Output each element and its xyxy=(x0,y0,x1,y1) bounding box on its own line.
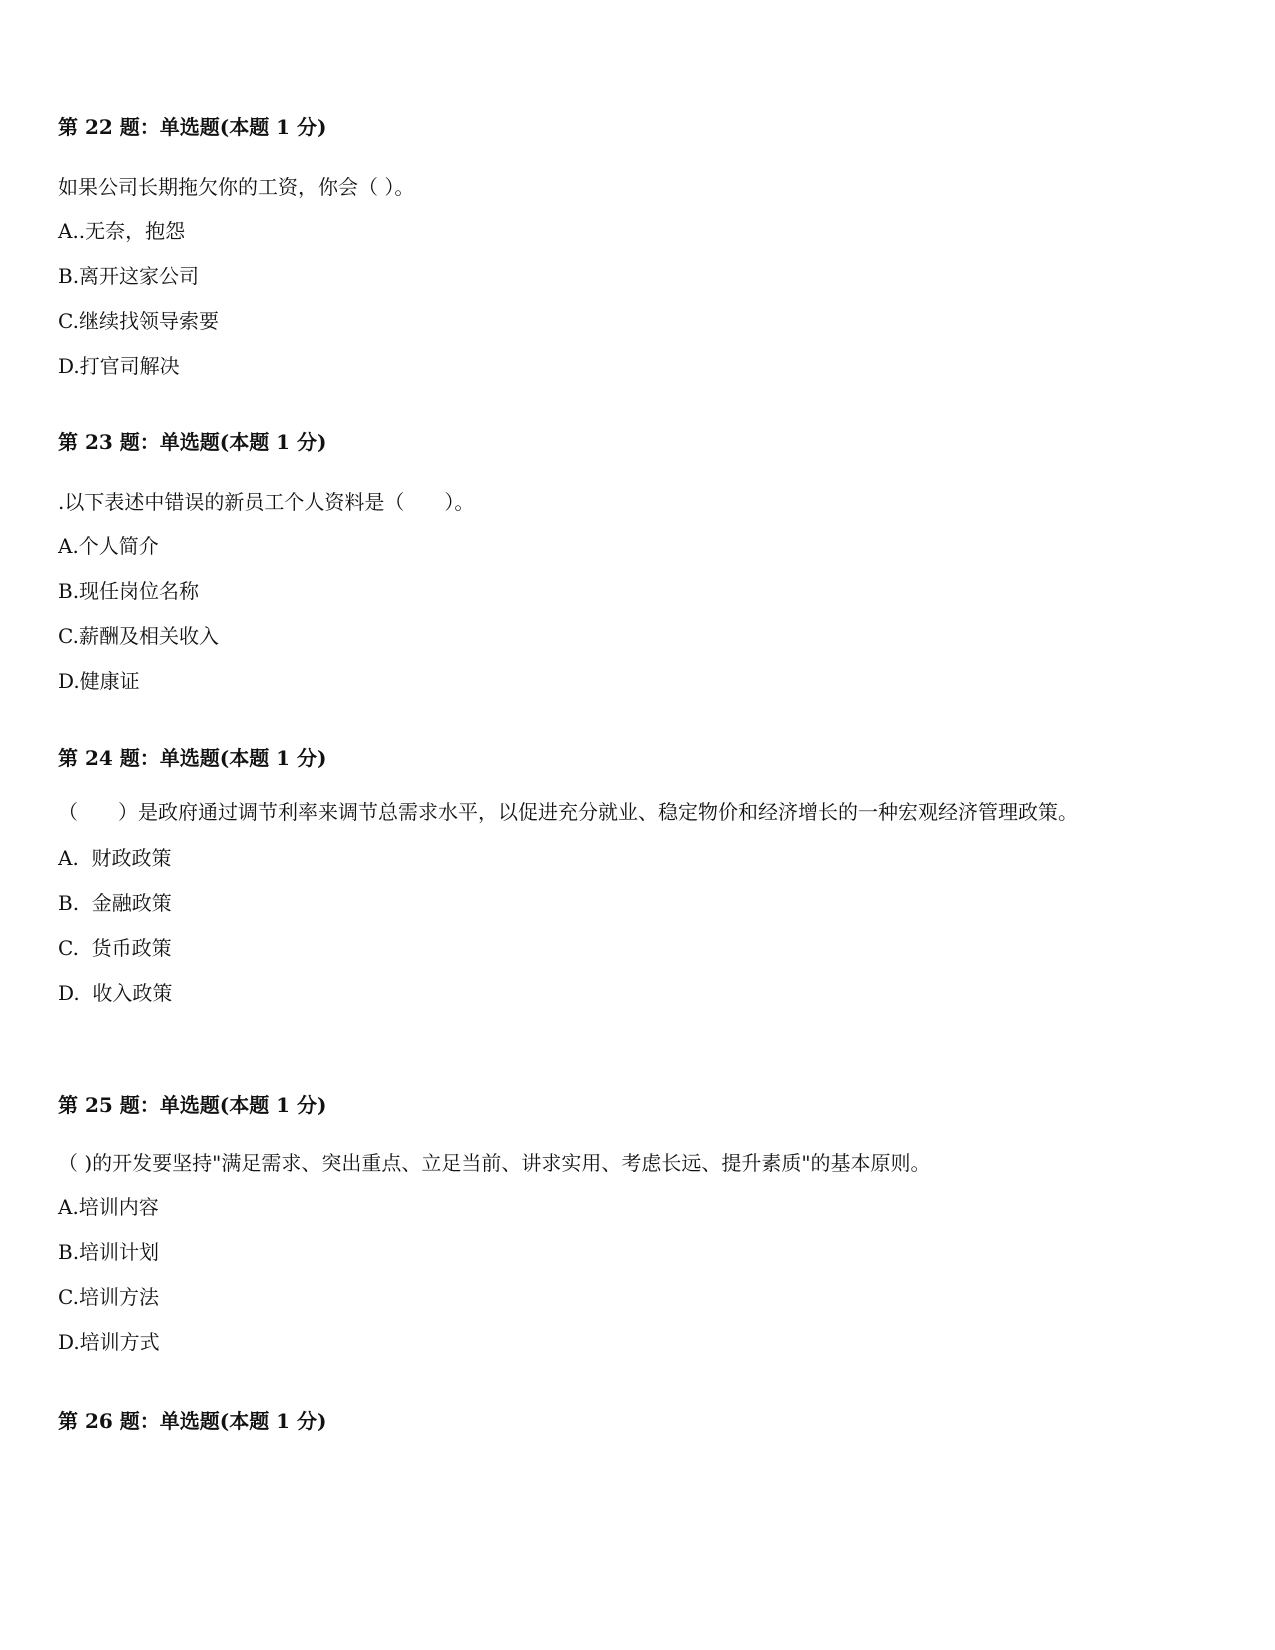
question-header: 第 25 题：单选题(本题 1 分) xyxy=(58,1093,327,1117)
option-c[interactable]: C. 货币政策 xyxy=(58,936,172,960)
question-header: 第 26 题：单选题(本题 1 分) xyxy=(58,1409,327,1433)
question-stem: （ )的开发要坚持"满足需求、突出重点、立足当前、讲求实用、考虑长远、提升素质"的基本原则。 xyxy=(58,1151,931,1175)
option-a[interactable]: A.培训内容 xyxy=(58,1195,159,1219)
question-26 xyxy=(58,1407,1218,1435)
option-d[interactable]: D.健康证 xyxy=(58,669,140,693)
option-d[interactable]: D. 收入政策 xyxy=(58,981,173,1005)
question-22 xyxy=(58,113,1218,389)
option-c[interactable]: C.薪酬及相关收入 xyxy=(58,624,219,648)
option-a[interactable]: A..无奈，抱怨 xyxy=(58,219,186,243)
question-24 xyxy=(58,744,1218,1016)
option-a[interactable]: A. 财政政策 xyxy=(58,846,172,870)
option-d[interactable]: D.打官司解决 xyxy=(58,354,180,378)
option-d[interactable]: D.培训方式 xyxy=(58,1330,160,1354)
question-header: 第 22 题：单选题(本题 1 分) xyxy=(58,115,327,139)
option-b[interactable]: B.离开这家公司 xyxy=(58,264,200,288)
option-c[interactable]: C.培训方法 xyxy=(58,1285,159,1309)
option-b[interactable]: B.培训计划 xyxy=(58,1240,160,1264)
question-header: 第 24 题：单选题(本题 1 分) xyxy=(58,746,327,770)
question-header: 第 23 题：单选题(本题 1 分) xyxy=(58,430,327,454)
question-stem: （ ）是政府通过调节利率来调节总需求水平，以促进充分就业、稳定物价和经济增长的一种宏观经济管理政策。 xyxy=(58,800,1078,824)
question-stem: .以下表述中错误的新员工个人资料是（ ）。 xyxy=(58,490,475,514)
question-stem: 如果公司长期拖欠你的工资，你会（ ）。 xyxy=(58,175,415,199)
question-23 xyxy=(58,428,1218,704)
option-c[interactable]: C.继续找领导索要 xyxy=(58,309,219,333)
option-b[interactable]: B.现任岗位名称 xyxy=(58,579,200,603)
question-25 xyxy=(58,1091,1218,1365)
option-a[interactable]: A.个人简介 xyxy=(58,534,159,558)
option-b[interactable]: B. 金融政策 xyxy=(58,891,172,915)
